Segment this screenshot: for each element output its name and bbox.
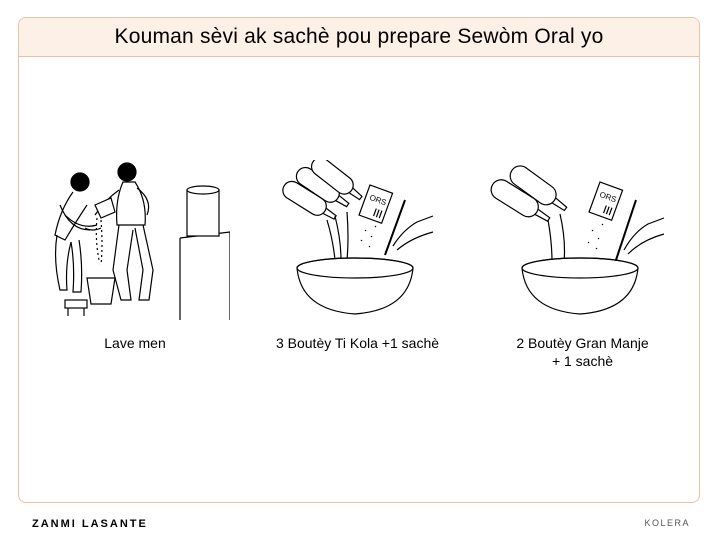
footer-organization: ZANMI LASANTE (32, 518, 148, 530)
slide-title: Kouman sèvi ak sachè pou prepare Sewòm Oral yo (114, 25, 604, 48)
footer-topic: KOLERA (644, 518, 690, 528)
svg-text:ORS: ORS (598, 189, 618, 205)
step-1-caption: Lave men (104, 335, 166, 351)
hand-washing-illustration (35, 160, 230, 320)
two-bottles-bowl-illustration (488, 160, 668, 325)
step-2-caption: 3 Boutèy Ti Kola +1 sachè (275, 335, 440, 351)
step-3-caption-line2: + 1 sachè (551, 353, 614, 369)
step-3-caption-line1: 2 Boutèy Gran Manje (516, 335, 649, 351)
step-3-caption (490, 334, 675, 370)
three-bottles-bowl-illustration (275, 160, 440, 325)
title-bar (19, 18, 699, 57)
svg-text:ORS: ORS (368, 192, 388, 208)
